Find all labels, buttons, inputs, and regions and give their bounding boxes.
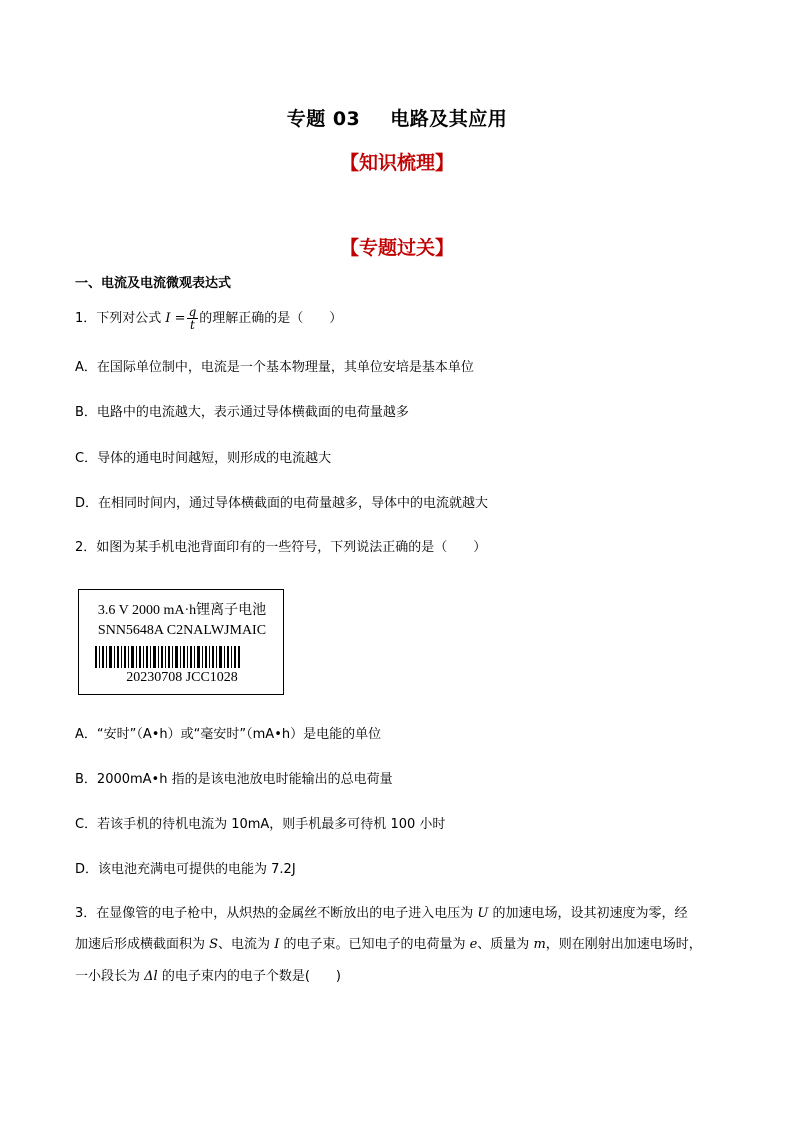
practice-heading: 【专题过关】 [339,237,454,259]
title-number: 专题 03 [286,108,361,130]
question-1-option-c: C．导体的通电时间越短，则形成的电流越大 [75,451,332,466]
battery-label-figure [78,589,284,695]
question-3-line-1: 3．在显像管的电子枪中，从炽热的金属丝不断放出的电子进入电压为 U 的加速电场，设其初速度为零，经 [75,906,688,921]
document-title [0,104,794,131]
barcode-image [95,646,241,668]
title-name: 电路及其应用 [390,108,508,130]
formula-fraction: $\frac{q}{t}$ [188,305,197,332]
question-2-option-d: D．该电池充满电可提供的电能为 7.2J [75,862,296,877]
battery-label-line-1: 3.6 V 2000 mA·h锂离子电池 [97,603,267,618]
question-2-stem: 2．如图为某手机电池背面印有的一些符号，下列说法正确的是（ ） [75,540,487,555]
knowledge-heading: 【知识梳理】 [339,152,454,174]
question-2-option-b: B．2000mA•h 指的是该电池放电时能输出的总电荷量 [75,772,393,787]
battery-label-line-2: SNN5648A C2NALWJMAIC [97,623,267,638]
question-1-option-d: D．在相同时间内，通过导体横截面的电荷量越多，导体中的电流就越大 [75,496,489,511]
question-1-option-a: A．在国际单位制中，电流是一个基本物理量，其单位安培是基本单位 [75,360,474,375]
question-1-stem: 1．下列对公式 I = $\frac{q}{t}$ 的理解正确的是（ ） [75,305,343,332]
section-heading: 一、电流及电流微观表达式 [75,276,232,291]
question-1-option-b: B．电路中的电流越大，表示通过导体横截面的电荷量越多 [75,405,409,420]
question-2-option-c: C．若该手机的待机电流为 10mA，则手机最多可待机 100 小时 [75,817,446,832]
question-3-line-3: 一小段长为 Δl 的电子束内的电子个数是( ) [75,969,341,984]
question-3-line-2: 加速后形成横截面积为 S、电流为 I 的电子束。已知电子的电荷量为 e、质量为 m，则在刚射出加速电场时， [75,937,702,952]
formula-lhs: I = [165,311,186,326]
question-2-option-a: A．“安时”（A•h）或“毫安时”（mA•h）是电能的单位 [75,727,382,742]
battery-label-line-3: 20230708 JCC1028 [126,670,238,685]
